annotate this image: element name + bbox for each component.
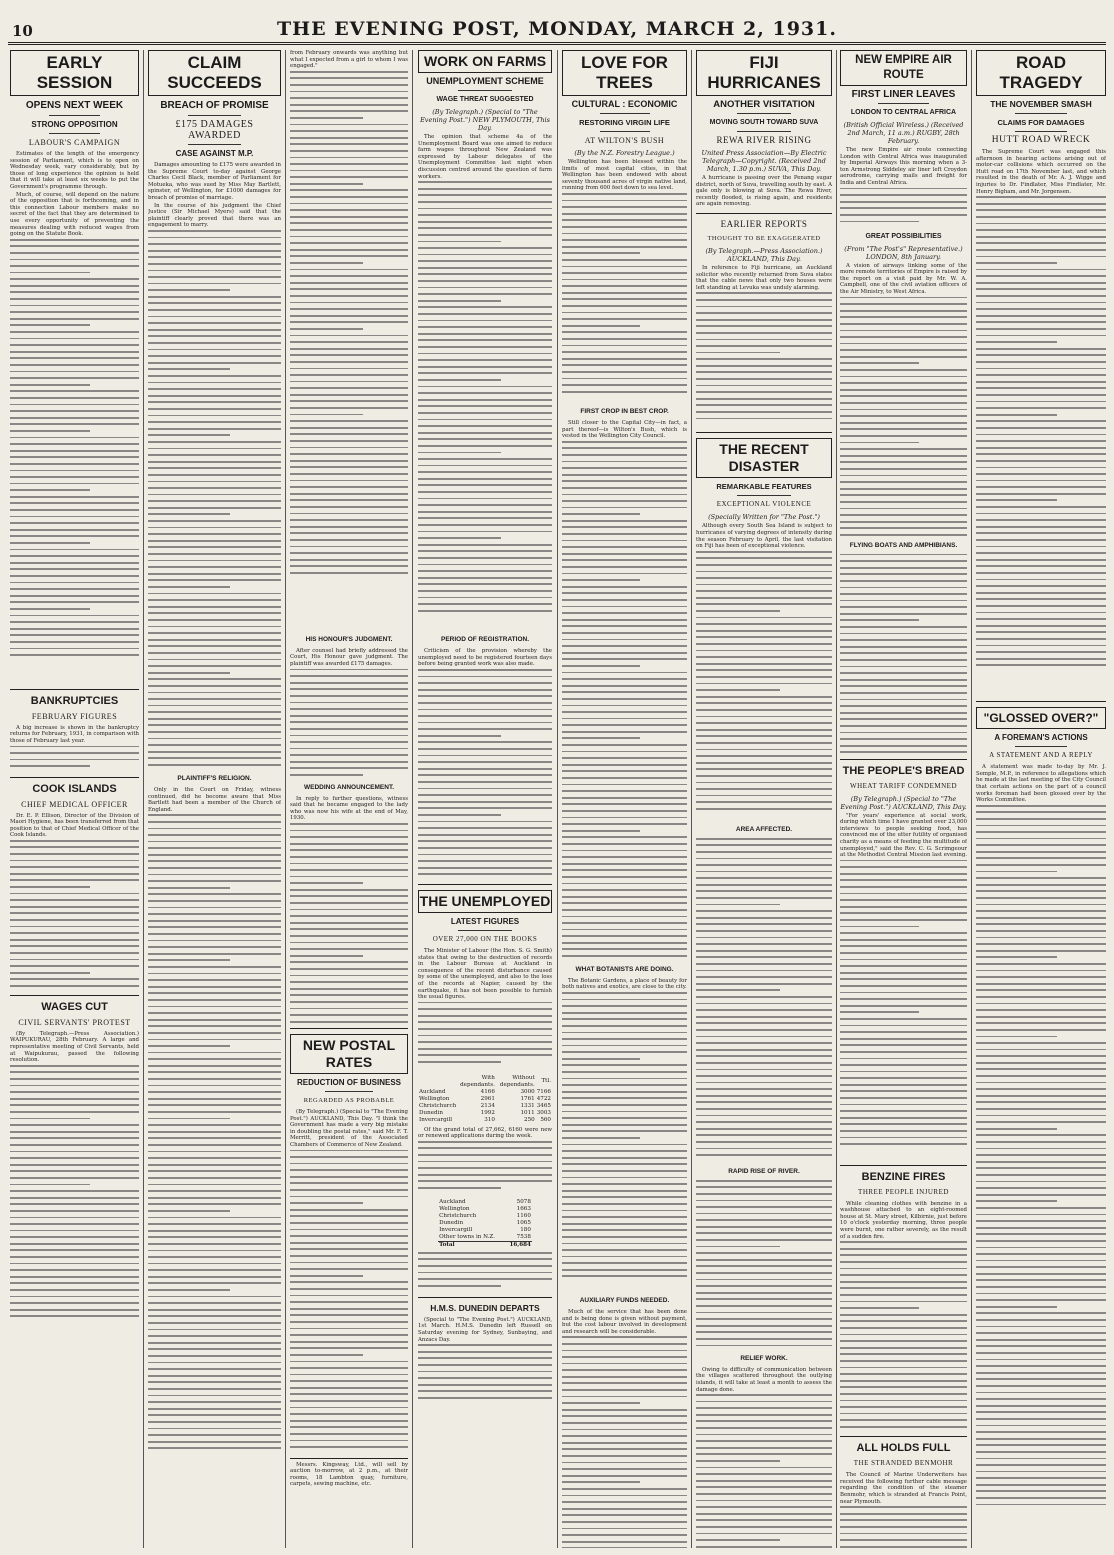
article-body-text — [696, 1180, 832, 1350]
subhead-flying-boats: FLYING BOATS AND AMPHIBIANS. — [849, 541, 958, 549]
dateline: (From "The Post's" Representative.) LONDON, 8th January. — [844, 244, 963, 261]
table-row: Invercargill 180 — [439, 1226, 531, 1233]
subhead-chief-medical-officer: CHIEF MEDICAL OFFICER — [21, 799, 128, 809]
masthead — [0, 0, 1114, 40]
headline-benzine-fires: BENZINE FIRES — [861, 1170, 946, 1183]
dateline: (By Telegraph.—Press Association.) AUCKLAND, This Day. — [705, 246, 823, 263]
dateline: United Press Association—By Electric Telegraph—Copyright. (Received 2nd March, 1.30 p.m.) SUVA, This Day. — [701, 149, 827, 173]
headline-road-tragedy: ROAD TRAGEDY — [976, 50, 1106, 96]
table-row: Wellington 2961 1761 4722 — [419, 1095, 551, 1102]
article-paragraph: A big increase is shown in the bankruptcy returns for February, 1931, in comparison with those of February last year. — [10, 724, 139, 744]
article-body-text — [562, 193, 687, 403]
headline-work-on-farms: WORK ON FARMS — [418, 50, 552, 73]
article-paragraph: Wellington has been blessed within the limits of most capital cities, in that Wellington has been endowed with about seventy thousand acres of virgin native land, running from 600 feet down to sea level. — [562, 159, 687, 192]
article-body-text — [562, 992, 687, 1292]
article-paragraph: In reply to further questions, witness said that he became engaged to the lady who was now his wife at the end of May, 1930. — [290, 795, 408, 822]
column-divider — [836, 50, 837, 1548]
subhead-area-affected: AREA AFFECTED. — [735, 825, 793, 833]
article-body-text — [290, 71, 408, 631]
article-paragraph: Of the grand total of 27,662, 6160 were new or renewed applications during the week. — [418, 1126, 552, 1140]
column-divider — [691, 50, 692, 1548]
article-body-text — [976, 805, 1106, 1548]
headline-bankruptcies: BANKRUPTCIES — [30, 694, 119, 707]
article-paragraph: (By Telegraph.—Press Association.) WAIPUKURAU, 28th February. A large and representative meeting of Civil Servants, held at Waipukurau, passed the following resolution. — [10, 1030, 139, 1064]
subhead-february-figures: FEBRUARY FIGURES — [31, 711, 118, 721]
article-body-text — [840, 554, 967, 754]
subhead-regarded-as-probable: REGARDED AS PROBABLE — [303, 1096, 395, 1104]
article-body-text — [290, 1150, 408, 1455]
article-body-text — [840, 1506, 967, 1548]
unemployment-table-by-dependants — [418, 1075, 552, 1124]
column-2 — [148, 50, 281, 1548]
article-paragraph: Only in the Court on Friday, witness continued, did he become aware that Miss Bartlett had been a member of the Church of England. — [148, 786, 281, 813]
dateline: (By Telegraph.) (Special to "The Evening Post.") NEW PLYMOUTH, This Day. — [420, 108, 550, 132]
article-paragraph: (Special to "The Evening Post.") AUCKLAND, 1st March. H.M.S. Dunedin left Russell on Saturday evening for Sydney, Sunbaying, and Anzacs Day. — [418, 1316, 552, 1343]
table-row: Auckland 5078 — [439, 1198, 531, 1205]
article-paragraph: Estimates of the length of the emergency session of Parliament, which is to open on Wednesday week, vary considerably, but by those of long experience the opinion is held that it will take at least six weeks to put the Government's programme through. — [10, 151, 139, 190]
subhead-wedding-announcement: WEDDING ANNOUNCEMENT. — [303, 783, 395, 791]
headline-earlier-reports: EARLIER REPORTS — [720, 218, 808, 229]
masthead-rule — [8, 42, 1106, 45]
page-number: 10 — [12, 22, 33, 40]
article-paragraph: Still closer to the Capital City—in fact, a part thereof—is Wilton's Bush, which is vested in the Wellington City Council. — [562, 419, 687, 440]
column-divider — [143, 50, 144, 1548]
article-paragraph: A statement was made to-day by Mr. J. Semple, M.P., in reference to allegations which he made at the last meeting of the City Council that certain actions on the part of a council works foreman had been glossed over by the Works Committee. — [976, 764, 1106, 804]
headline-wages-cut: WAGES CUT — [41, 1000, 108, 1013]
subhead-strong-opposition: STRONG OPPOSITION — [31, 120, 118, 129]
article-paragraph: The new Empire air route connecting London with Central Africa was inaugurated by Imperial Airways this morning when a 3-ton Armstrong Siddeley air liner left Croydon aerodrome, carrying mails and freight for India and Central Africa. — [840, 147, 967, 186]
subhead-restoring-virgin-life: RESTORING VIRGIN LIFE — [579, 118, 670, 127]
article-body-text — [148, 814, 281, 1454]
subhead-november-smash: THE NOVEMBER SMASH — [990, 99, 1092, 109]
headline-early-session: EARLY SESSION — [10, 50, 139, 96]
headline-all-holds-full: ALL HOLDS FULL — [856, 1442, 951, 1455]
subhead-hutt-road-wreck: HUTT ROAD WRECK — [991, 135, 1091, 145]
subhead-civil-servants-protest: CIVIL SERVANTS' PROTEST — [18, 1017, 131, 1027]
subhead-rewa-river-rising: REWA RIVER RISING — [716, 135, 812, 145]
subhead-plaintiffs-religion: PLAINTIFF'S RELIGION. — [177, 774, 252, 782]
article-paragraph: The opinion that scheme 4a of the Unemployment Board was one aimed to reduce farm wages throughout New Zealand was expressed by Labour delegates of the Unemployment Committee last night when discussion centred around the question of farm workers. — [418, 134, 552, 180]
subhead-another-visitation: ANOTHER VISITATION — [713, 99, 815, 110]
table-row: Auckland 4166 3000 7166 — [419, 1088, 551, 1095]
subhead-over-27000: OVER 27,000 ON THE BOOKS — [432, 934, 538, 943]
column-4 — [418, 50, 552, 1548]
subhead-period-of-registration: PERIOD OF REGISTRATION. — [441, 636, 529, 644]
article-paragraph: The Botanic Gardens, a place of beauty for both natives and exotics, are close to the city. — [562, 977, 687, 991]
subhead-breach-of-promise: BREACH OF PROMISE — [160, 100, 269, 111]
article-body-text — [418, 669, 552, 879]
article-paragraph: While cleaning clothes with benzine in a washhouse attached to an eight-roomed house at St. Mary street, Kilbirnie, just before 10 o'clock yesterday morning, three people were burnt, one rather severely, as the result of a sudden fire. — [840, 1200, 967, 1240]
subhead-case-against-mp: CASE AGAINST M.P. — [175, 149, 254, 158]
table-row: Other towns in N.Z. 7538 — [439, 1233, 531, 1240]
headline-the-peoples-bread: THE PEOPLE'S BREAD — [842, 764, 965, 777]
subhead-london-to-central-africa: LONDON TO CENTRAL AFRICA — [850, 109, 957, 116]
article-paragraph: "For years' experience at social work, during which time I have granted over 23,000 interviews to people seeking food, has convinced me of the utter futility of organised charity as a means of feeding the multitude of unemployed," said the Rev. C. G. Scrimgeour at the Methodist Central Mission last evening. — [840, 812, 967, 859]
subhead-relief-work: RELIEF WORK. — [740, 1354, 788, 1362]
subhead-cultural-economic: CULTURAL : ECONOMIC — [571, 99, 678, 109]
subhead-what-botanists-are-doing: WHAT BOTANISTS ARE DOING. — [575, 965, 674, 973]
article-body-text — [696, 551, 832, 821]
article-paragraph: A vision of airways linking some of the more remote territories of Empire is raised by the report on a visit paid by Mr. W. A. Campbell, one of the civil aviation officers of the Air Ministry, to West Africa. — [840, 262, 967, 295]
subhead-his-honours-judgment: HIS HONOUR'S JUDGMENT. — [305, 635, 393, 643]
article-paragraph: Dr. E. P. Ellison, Director of the Division of Maori Hygiene, has been transferred from that position to that of Chief Medical Officer of the Cook Islands. — [10, 812, 139, 839]
subhead-at-wiltons-bush: AT WILTON'S BUSH — [584, 136, 665, 145]
column-divider — [971, 50, 972, 1548]
table-total-row: Total 16,684 — [439, 1241, 531, 1248]
auction-notice: Messrs. Kingsway, Ltd., will sell by auction to-morrow, at 2 p.m., at their rooms, 18 Lambton quay, furniture, carpets, sewing machine, etc. — [290, 1461, 408, 1488]
article-paragraph: The Minister of Labour (the Hon. S. G. Smith) states that owing to the destruction of records in the Labour Bureau at Auckland in consequence of the recent disturbance caused by some of the unemployed, and also to the loss of the records at Napier, caused by the earthquake, it has not been possible to furnish the usual figures. — [418, 947, 552, 1001]
article-paragraph: (By Telegraph.) (Special to "The Evening Post.") AUCKLAND, This Day. "I think the Government has made a very big mistake in doubling the postal rates," said Mr. F. T. Merritt, president of the Associated Chambers of Commerce of New Zealand. — [290, 1108, 408, 1148]
table-header-row: With dependants. Without dependants. Ttl. — [460, 1074, 551, 1088]
column-divider — [557, 50, 558, 1548]
column-3 — [290, 50, 408, 1548]
article-body-text — [418, 1344, 552, 1404]
subhead-great-possibilities: GREAT POSSIBILITIES — [865, 232, 942, 240]
article-paragraph: Owing to difficulty of communication between the villages scattered throughout the outlying islands, it will take at least a month to assess the damage done. — [696, 1366, 832, 1393]
article-body-text — [418, 181, 552, 631]
table-row: Christchurch 1160 — [439, 1212, 531, 1219]
headline-the-recent-disaster: THE RECENT DISASTER — [696, 438, 832, 478]
subhead-moving-south: MOVING SOUTH TOWARD SUVA — [709, 119, 819, 126]
table-row: Dunedin 1065 — [439, 1219, 531, 1226]
column-divider — [285, 50, 286, 1548]
headline-hms-dunedin-departs: H.M.S. DUNEDIN DEPARTS — [430, 1302, 540, 1313]
unemployment-table-by-town — [438, 1199, 532, 1249]
subhead-three-people-injured: THREE PEOPLE INJURED — [858, 1187, 949, 1196]
article-body-text — [418, 1002, 552, 1072]
article-paragraph: Criticism of the provision whereby the unemployed need to be registered fourteen days before being granted work was also made. — [418, 648, 552, 668]
article-paragraph: After counsel had briefly addressed the Court, His Honour gave judgment. The plaintiff was awarded £175 damages. — [290, 647, 408, 667]
table-row: Invercargill 310 250 560 — [419, 1116, 551, 1123]
dateline: (By Telegraph.) (Special to "The Evening Post.") AUCKLAND, This Day. — [840, 794, 967, 811]
column-7 — [840, 50, 967, 1548]
table-row: Wellington 1663 — [439, 1205, 531, 1212]
headline-love-for-trees: LOVE FOR TREES — [562, 50, 687, 96]
subhead-first-liner-leaves: FIRST LINER LEAVES — [851, 89, 956, 100]
subhead-unemployment-scheme: UNEMPLOYMENT SCHEME — [426, 76, 544, 86]
article-body-text — [10, 239, 139, 684]
article-body-text — [418, 1141, 552, 1196]
dateline: (British Official Wireless.) (Received 2nd March, 11 a.m.) RUGBY, 28th February. — [843, 121, 964, 145]
subhead-exceptional-violence: EXCEPTIONAL VIOLENCE — [716, 500, 812, 509]
column-divider — [412, 50, 413, 1548]
article-body-text — [696, 292, 832, 427]
subhead-claims-for-damages: CLAIMS FOR DAMAGES — [997, 118, 1085, 127]
subhead-damages-awarded: £175 DAMAGES AWARDED — [175, 119, 254, 141]
article-body-text — [696, 838, 832, 1163]
byline: (By the N.Z. Forestry League.) — [574, 149, 675, 157]
article-paragraph: Although every South Sea Island is subject to hurricanes of varying degrees of intensity during the season February to April, the last visitation on Fiji has been of exceptional violence. — [696, 523, 832, 550]
article-body-text — [562, 441, 687, 961]
article-paragraph: Much of the service that has been done and is being done is given without payment, but the cost labour involved in development and research will be considerable. — [562, 1308, 687, 1335]
table-row: Christchurch 2134 1331 3465 — [419, 1102, 551, 1109]
subhead-wheat-tariff-condemned: WHEAT TARIFF CONDEMNED — [849, 781, 958, 790]
article-body-text — [290, 823, 408, 1023]
article-paragraph: from February onwards was anything but what I expected from a girl to whom I was engaged." — [290, 50, 408, 70]
headline-claim-succeeds: CLAIM SUCCEEDS — [148, 50, 281, 96]
article-body-text — [148, 230, 281, 770]
column-1 — [10, 50, 139, 1548]
byline: (Specially Written for "The Post.") — [708, 513, 820, 522]
subhead-statement-and-reply: A STATEMENT AND A REPLY — [989, 751, 1093, 760]
subhead-thought-exaggerated: THOUGHT TO BE EXAGGERATED — [707, 234, 821, 242]
column-6 — [696, 50, 832, 1548]
subhead-auxiliary-funds-needed: AUXILIARY FUNDS NEEDED. — [579, 1296, 670, 1304]
article-body-text — [840, 1241, 967, 1431]
subhead-rapid-rise-of-river: RAPID RISE OF RIVER. — [728, 1167, 800, 1175]
article-body-text — [418, 1252, 552, 1292]
subhead-labours-campaign: LABOUR'S CAMPAIGN — [28, 138, 121, 147]
article-body-text — [290, 669, 408, 779]
article-body-text — [840, 297, 967, 537]
article-body-text — [840, 860, 967, 1160]
article-body-text — [976, 196, 1106, 696]
subhead-foremans-actions: A FOREMAN'S ACTIONS — [994, 733, 1088, 743]
column-5 — [562, 50, 687, 1548]
subhead-remarkable-features: REMARKABLE FEATURES — [716, 482, 812, 492]
article-paragraph: A hurricane is passing over the Penang sugar district, north of Suva, travelling south by east. A gale only is blowing at Suva. The Rewa River, recently flooded, is rising again, and residents are again removing. — [696, 175, 832, 208]
subhead-first-crop: FIRST CROP IN BEST CROP. — [580, 407, 669, 415]
article-body-text — [696, 1394, 832, 1548]
headline-fiji-hurricanes: FIJI HURRICANES — [696, 50, 832, 96]
headline-new-empire-air-route: NEW EMPIRE AIR ROUTE — [840, 50, 967, 86]
article-body-text — [840, 188, 967, 228]
article-paragraph: In the course of his judgment the Chief Justice (Sir Michael Myers) said that the plaintiff clearly proved that there was an engagement to marry. — [148, 202, 281, 229]
subhead-opens-next-week: OPENS NEXT WEEK — [25, 100, 124, 111]
column-8 — [976, 50, 1106, 1548]
headline-new-postal-rates: NEW POSTAL RATES — [290, 1034, 408, 1074]
article-paragraph: The Council of Marine Underwriters has received the following further cable message regarding the condition of the steamer Benmohr, which is stranded at Francis Point, near Plymouth. — [840, 1472, 967, 1505]
article-paragraph: In reference to Fiji hurricane, an Auckland solicitor who recently returned from Suva states that the cable news that only two houses were left standing at Levuka was unduly alarming. — [696, 264, 832, 291]
headline-cook-islands: COOK ISLANDS — [32, 782, 117, 795]
headline-glossed-over: "GLOSSED OVER?" — [976, 707, 1106, 729]
subhead-latest-figures: LATEST FIGURES — [450, 916, 520, 926]
article-body-text — [10, 840, 139, 990]
subhead-stranded-benmohr: THE STRANDED BENMOHR — [853, 1459, 954, 1468]
article-body-text — [562, 1336, 687, 1548]
subhead-wage-threat-suggested: WAGE THREAT SUGGESTED — [436, 96, 534, 103]
article-body-text — [10, 746, 139, 772]
article-body-text — [10, 1065, 139, 1365]
subhead-reduction-of-business: REDUCTION OF BUSINESS — [296, 1077, 401, 1087]
table-row: Dunedin 1992 1011 3003 — [419, 1109, 551, 1116]
newspaper-title: THE EVENING POST, MONDAY, MARCH 2, 1931. — [277, 18, 837, 40]
headline-the-unemployed: THE UNEMPLOYED — [418, 890, 552, 913]
article-paragraph: Much, of course, will depend on the nature of the opposition that is forthcoming, and in this connection Labour members make no secret of the fact that they are determined to use every opportunity of preventing the measures dealing with reduced wages from going on the Statute Book. — [10, 191, 139, 238]
article-paragraph: Damages amounting to £175 were awarded in the Supreme Court to-day against George Charles Cecil Black, member of Parliament for Motueka, who was sued by Miss May Bartlett, spinster, of Wellington, for £1000 damages for breach of promise of marriage. — [148, 162, 281, 201]
article-paragraph: The Supreme Court was engaged this afternoon in hearing actions arising out of motor-car collisions which occurred on the Hutt road on 17th November last, and which resulted in the death of Mr. A. J. Wigge and injuries to Dr. Findlater, Miss Findlater, Mr. Henry Bigham, and Mr. Jorgensen. — [976, 149, 1106, 195]
